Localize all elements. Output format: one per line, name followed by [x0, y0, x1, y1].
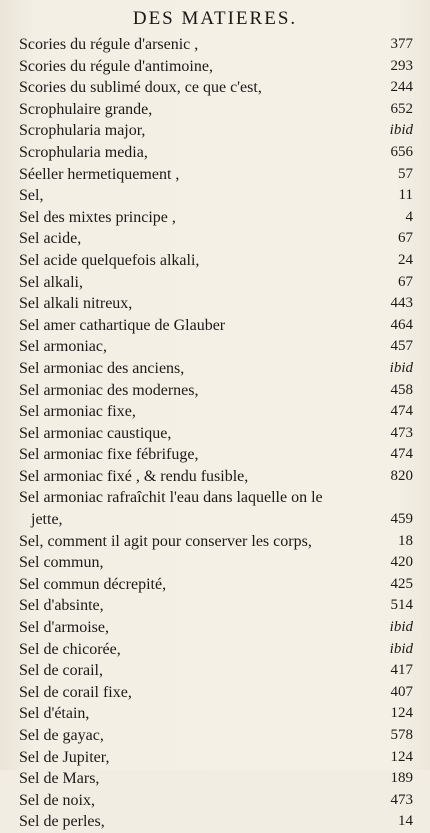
index-entry: [19, 747, 413, 769]
page-header: DES MATIERES.: [132, 8, 298, 29]
index-entry: [19, 531, 413, 553]
entry-page-number: 293: [390, 57, 413, 74]
index-entry: [19, 487, 413, 530]
index-entry: [19, 358, 413, 380]
entry-label: Sel d'étain,: [19, 705, 90, 723]
entry-page-number: 578: [390, 727, 413, 743]
index-entry: [19, 660, 413, 682]
entry-label: Sel armoniac caustique,: [19, 424, 172, 442]
entry-page-number: 14: [398, 813, 413, 830]
index-entry: [19, 725, 413, 747]
index-entry: [19, 682, 413, 704]
entry-label: Sel commun,: [19, 554, 104, 572]
entry-label: Sel armoniac fixé , & rendu fusible,: [19, 467, 249, 485]
entry-page-number: 474: [390, 403, 413, 420]
index-entry: [19, 250, 413, 272]
index-entry: [19, 207, 413, 229]
index-entry: [19, 228, 413, 250]
entry-label: Sel acide quelquefois alkali,: [19, 251, 200, 269]
entry-page-number: ibid: [389, 619, 413, 636]
index-entry: [19, 444, 413, 466]
index-entry: [19, 703, 413, 725]
entry-page-number: 443: [390, 295, 413, 312]
entry-label: Sel armoniac fixe,: [19, 403, 136, 421]
entry-page-number: 458: [390, 381, 413, 398]
entry-label: Sel armoniac des anciens,: [19, 359, 185, 377]
index-entry: [19, 423, 413, 445]
entry-page-number: 652: [390, 100, 413, 117]
entry-continuation: jette,: [31, 511, 63, 529]
entry-page-number: 473: [390, 424, 413, 441]
entry-page-number: 67: [398, 230, 413, 247]
entry-page-number: 189: [390, 770, 413, 787]
entry-label: Sel de Mars,: [19, 770, 100, 788]
entry-label: Sel armoniac fixe fébrifuge,: [19, 446, 199, 464]
entry-label: Séeller hermetiquement ,: [19, 165, 180, 183]
entry-label: Scrophulaire grande,: [19, 100, 153, 118]
index-entry: [19, 595, 413, 617]
entry-page-number: 11: [398, 187, 413, 204]
index-entry: [19, 552, 413, 574]
entry-page-number: 656: [390, 143, 413, 160]
index-entry: [19, 336, 413, 358]
index-entry: [19, 293, 413, 315]
index-entry: [19, 185, 413, 207]
entry-page-number: 474: [390, 446, 413, 463]
entry-page-number: 377: [390, 36, 413, 52]
entry-page-number: 244: [390, 79, 413, 96]
entry-label: Scories du régule d'arsenic ,: [19, 36, 199, 53]
entry-page-number: 24: [398, 251, 413, 268]
entry-page-number: ibid: [389, 640, 413, 657]
index-entry: [19, 466, 413, 488]
entry-label: Sel de perles,: [19, 813, 105, 831]
entry-label: Sel d'absinte,: [19, 597, 104, 615]
entry-label: Scories du sublimé doux, ce que c'est,: [19, 79, 262, 97]
index-entry: [19, 811, 413, 833]
entry-page-number: 67: [398, 273, 413, 290]
entry-label: Sel alkali,: [19, 273, 83, 291]
entry-label: Sel amer cathartique de Glauber: [19, 316, 226, 334]
entry-label: Sel de corail,: [19, 662, 103, 680]
index-entry: [19, 790, 413, 812]
entry-label: Sel commun décrepité,: [19, 575, 167, 593]
entry-label: Sel de gayac,: [19, 727, 104, 744]
entry-page-number: ibid: [389, 122, 413, 139]
index-entry: [19, 315, 413, 337]
entry-page-number: 473: [390, 791, 413, 808]
entry-page-number: 57: [398, 165, 413, 182]
entry-label: Sel armoniac des modernes,: [19, 381, 199, 399]
entry-page-number: 464: [390, 316, 413, 333]
index-entry: [19, 380, 413, 402]
entry-label: Sel,: [19, 187, 44, 205]
entry-page-number: 457: [390, 338, 413, 355]
entry-label: Sel de chicorée,: [19, 640, 121, 658]
entry-label: Scrophularia major,: [19, 122, 146, 140]
entry-page-number: 820: [390, 467, 413, 484]
entry-label: Scories du régule d'antimoine,: [19, 57, 213, 75]
entry-label: Sel acide,: [19, 230, 82, 248]
entry-page-number: 459: [390, 511, 413, 528]
entry-label: Sel, comment il agit pour conserver les corps,: [19, 532, 312, 550]
index-entry: [19, 34, 413, 56]
entry-label: Sel d'armoise,: [19, 619, 109, 637]
index-entry: [19, 164, 413, 186]
entry-page-number: 425: [390, 575, 413, 592]
entry-label: Sel de Jupiter,: [19, 748, 110, 766]
entry-label: Sel armoniac,: [19, 338, 107, 356]
entry-label: Sel armoniac rafraîchit l'eau dans laquelle on le: [19, 489, 323, 507]
entry-page-number: 124: [390, 748, 413, 765]
index-entry: [19, 639, 413, 661]
index-entry: [19, 77, 413, 99]
index-entry: [19, 120, 413, 142]
index-entry: [19, 272, 413, 294]
index-entry: [19, 574, 413, 596]
entry-label: Sel des mixtes principe ,: [19, 208, 176, 226]
index-entry: [19, 617, 413, 639]
entry-page-number: 514: [390, 597, 413, 614]
index-entries: [19, 34, 413, 833]
entry-label: Sel de corail fixe,: [19, 683, 132, 701]
entry-label: Scrophularia media,: [19, 143, 148, 161]
index-entry: [19, 401, 413, 423]
entry-page-number: ibid: [389, 359, 413, 376]
entry-page-number: 417: [390, 662, 413, 679]
index-entry: [19, 768, 413, 790]
index-entry: [19, 142, 413, 164]
entry-label: Sel alkali nitreux,: [19, 295, 133, 313]
entry-page-number: 18: [398, 532, 413, 549]
entry-label: Sel de noix,: [19, 791, 95, 809]
entry-page-number: 407: [390, 683, 413, 700]
entry-page-number: 4: [405, 208, 413, 225]
entry-page-number: 420: [390, 554, 413, 571]
index-entry: [19, 56, 413, 78]
index-entry: [19, 99, 413, 121]
entry-page-number: 124: [390, 705, 413, 722]
